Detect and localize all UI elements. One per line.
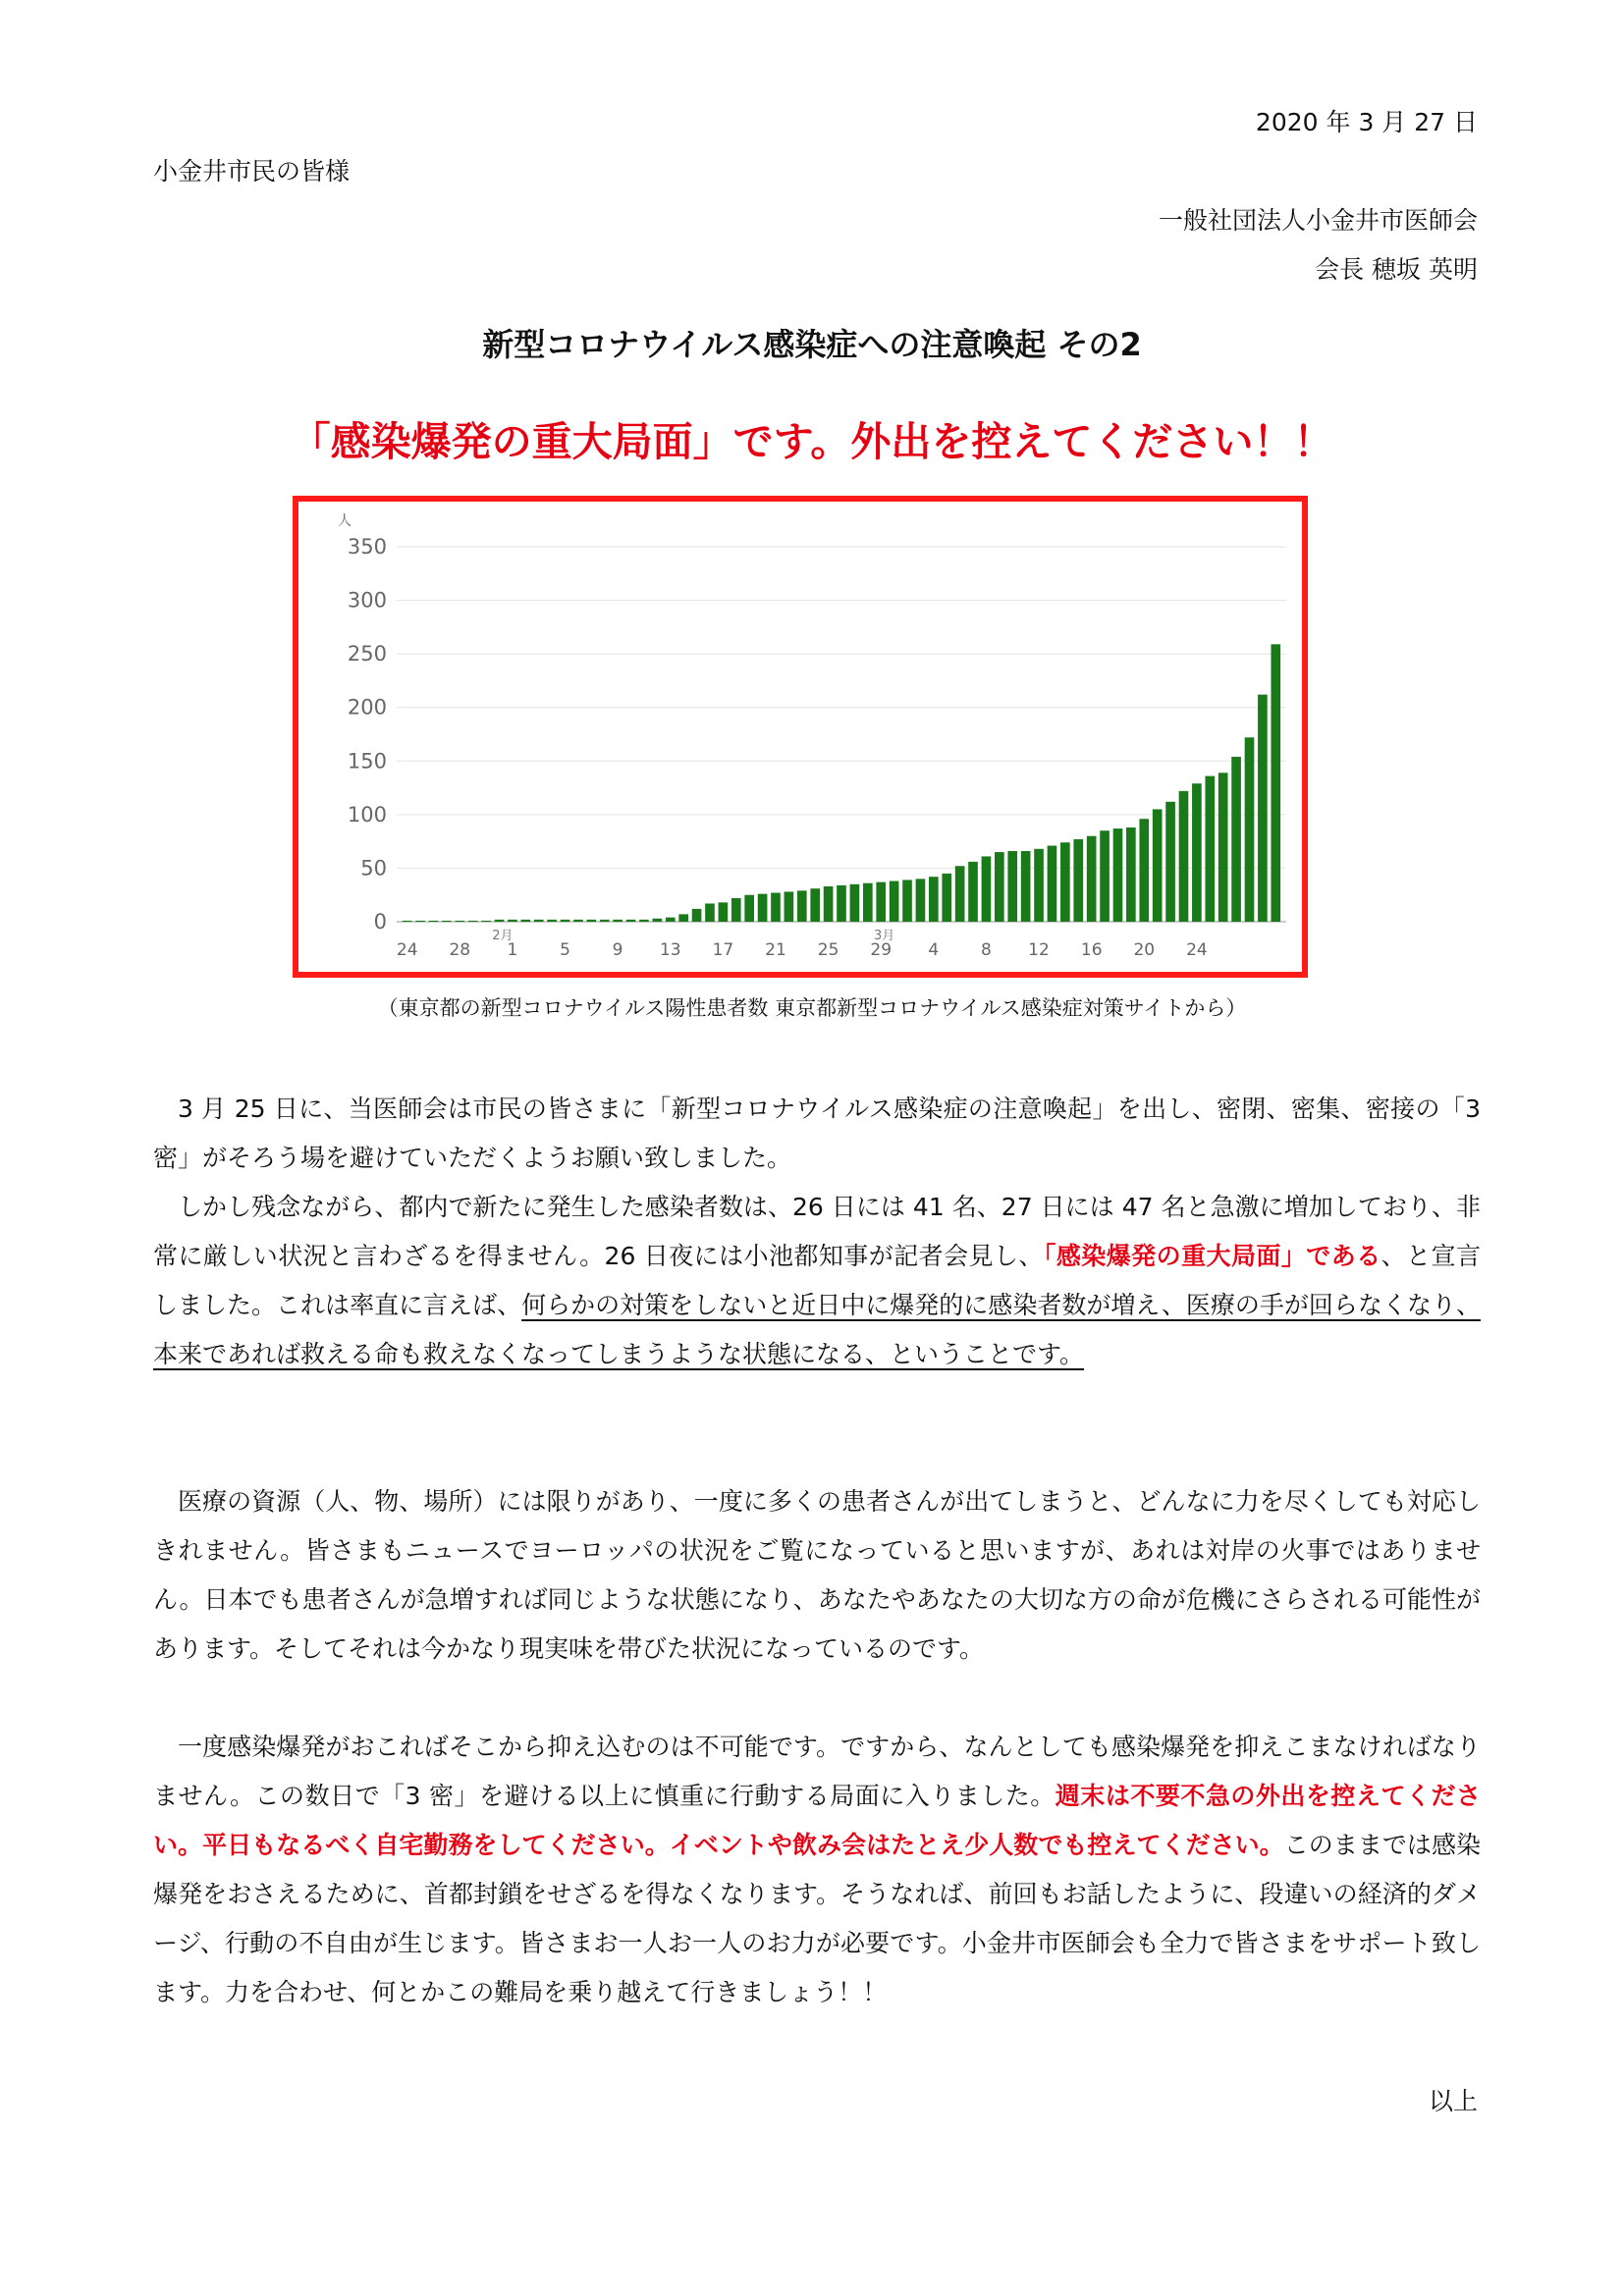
bar xyxy=(468,921,478,922)
bar xyxy=(1021,851,1031,922)
y-tick-label: 200 xyxy=(347,695,387,720)
y-tick-label: 300 xyxy=(347,588,387,613)
bar xyxy=(1087,836,1097,922)
bar xyxy=(876,882,886,922)
x-tick-label: 16 xyxy=(1080,940,1103,960)
bar xyxy=(1153,809,1163,922)
document-date: 2020 年 3 月 27 日 xyxy=(1255,108,1478,136)
emphasis-red-phrase: 「感染爆発の重大局面」である xyxy=(1043,1242,1381,1270)
month-label: 3月 xyxy=(873,929,895,943)
y-tick-label: 150 xyxy=(347,749,387,774)
paragraph-2 xyxy=(153,1477,1481,1674)
document-title: 新型コロナウイルス感染症への注意喚起 その2 xyxy=(482,326,1142,363)
bar xyxy=(731,898,741,922)
x-tick-label: 25 xyxy=(817,940,839,960)
bar xyxy=(850,884,860,922)
x-tick-label: 8 xyxy=(980,940,992,960)
bar xyxy=(653,919,663,922)
bar xyxy=(587,920,597,922)
headline-warning: 「感染爆発の重大局面」です。外出を控えてください！！ xyxy=(290,418,1334,465)
y-tick-label: 250 xyxy=(347,642,387,667)
bar xyxy=(1165,802,1175,922)
bar xyxy=(705,903,715,922)
bar xyxy=(785,891,794,922)
bar xyxy=(744,895,754,922)
bar xyxy=(995,852,1004,922)
bar xyxy=(1113,828,1123,922)
bar xyxy=(1034,849,1044,922)
bar xyxy=(824,886,834,922)
x-tick-label: 20 xyxy=(1133,940,1156,960)
paragraph-1b-text-2: 、と宣言しました。これは率直に言えば、 xyxy=(153,1242,1481,1319)
bar xyxy=(1218,773,1228,922)
bar xyxy=(863,883,873,922)
x-tick-label: 29 xyxy=(870,940,893,960)
bar xyxy=(521,920,531,922)
bar xyxy=(1192,783,1202,922)
paragraph-1a xyxy=(153,1085,1481,1183)
x-tick-label: 28 xyxy=(449,940,471,960)
bar xyxy=(719,902,729,922)
bar xyxy=(561,920,570,922)
x-tick-label: 13 xyxy=(659,940,681,960)
bar xyxy=(758,894,768,922)
bar xyxy=(1271,644,1280,922)
emphasis-red-request: 週末は不要不急の外出を控えてください。平日もなるべく自宅勤務をしてください。イベントや飲み会はたとえ少人数でも控えてください。 xyxy=(153,1782,1481,1859)
paragraph-3-body xyxy=(153,1723,1481,2017)
bar xyxy=(573,920,583,922)
x-tick-label: 4 xyxy=(928,940,940,960)
bar xyxy=(639,920,649,922)
bar xyxy=(600,920,610,922)
bar xyxy=(481,921,491,922)
x-tick-label: 5 xyxy=(560,940,570,960)
bar xyxy=(1179,791,1189,922)
cases-bar-chart xyxy=(298,502,1302,972)
paragraph-1b xyxy=(153,1183,1481,1379)
y-tick-label: 100 xyxy=(347,802,387,827)
x-tick-label: 24 xyxy=(1186,940,1208,960)
bar xyxy=(1100,830,1110,922)
bar xyxy=(626,920,636,922)
bar xyxy=(929,877,939,922)
bar xyxy=(455,921,464,922)
bar xyxy=(429,921,439,922)
bar xyxy=(942,874,951,922)
bar xyxy=(902,880,912,922)
chart-caption: （東京都の新型コロナウイルス陽性患者数 東京都新型コロナウイルス感染症対策サイトから） xyxy=(377,996,1247,1020)
bar xyxy=(508,920,517,922)
bar xyxy=(534,920,544,922)
chart-frame xyxy=(293,496,1308,978)
x-tick-label: 17 xyxy=(712,940,734,960)
x-tick-label: 9 xyxy=(612,940,623,960)
bar xyxy=(1073,839,1083,922)
bar xyxy=(1258,695,1268,922)
paragraph-1a-text: 3 月 25 日に、当医師会は市民の皆さまに「新型コロナウイルス感染症の注意喚起」を出し、密閉、密集、密接の「3 密」がそろう場を避けていただくようお願い致しました。 xyxy=(153,1095,1481,1172)
bar xyxy=(1007,851,1017,922)
paragraph-1 xyxy=(153,1085,1481,1379)
bar xyxy=(1245,737,1255,922)
paragraph-3-text: 一度感染爆発がおこればそこから抑え込むのは不可能です。ですから、なんとしても感染爆発を抑えこまなければなりません。この数日で「3 密」を避ける以上に慎重に行動する局面に入りました。 xyxy=(153,1733,1481,1810)
bar xyxy=(692,909,702,922)
y-tick-label: 50 xyxy=(360,856,387,881)
bar xyxy=(1060,842,1070,922)
x-tick-label: 12 xyxy=(1028,940,1050,960)
x-tick-label: 1 xyxy=(507,940,518,960)
bar xyxy=(916,879,926,922)
bar xyxy=(797,890,807,922)
bar xyxy=(982,856,992,922)
bar xyxy=(547,920,557,922)
month-label: 2月 xyxy=(492,929,514,943)
addressee: 小金井市民の皆様 xyxy=(153,157,351,186)
closing-mark: 以上 xyxy=(1428,2087,1478,2115)
bar xyxy=(442,921,452,922)
x-tick-label: 21 xyxy=(765,940,786,960)
bar xyxy=(678,914,688,922)
bar xyxy=(771,893,781,922)
bar xyxy=(495,920,505,922)
bar xyxy=(1139,819,1149,922)
paragraph-3-text-2: このままでは感染爆発をおさえるために、首都封鎖をせざるを得なくなります。そうなれば、前回もお話したように、段違いの経済的ダメージ、行動の不自由が生じます。皆さまお一人お一人のお力が必要です。小金井市医師会も全力で皆さまをサポート致します。力を合わせ、何とかこの難局を乗り越えて行きましょう！！ xyxy=(153,1831,1481,2006)
bar xyxy=(968,862,978,922)
bar xyxy=(1205,776,1215,922)
bar xyxy=(613,920,623,922)
bar xyxy=(810,888,820,922)
y-unit-label: 人 xyxy=(338,513,352,529)
bar xyxy=(1048,846,1057,922)
paragraph-1b-text: しかし残念ながら、都内で新たに発生した感染者数は、26 日には 41 名、27 日には 47 名と急激に増加しており、非常に厳しい状況と言わざるを得ません。26 日夜には小池都知事が記者会見し、 xyxy=(153,1193,1481,1270)
signer-name: 会長 穂坂 英明 xyxy=(1315,255,1478,284)
underlined-statement: 何らかの対策をしないと近日中に爆発的に感染者数が増え、医療の手が回らなくなり、本来であれば救える命も救えなくなってしまうような状態になる、ということです。 xyxy=(153,1291,1481,1368)
bar xyxy=(415,921,425,922)
bar xyxy=(890,881,899,922)
organization-name: 一般社団法人小金井市医師会 xyxy=(1158,206,1478,235)
y-tick-label: 0 xyxy=(373,910,387,934)
paragraph-3 xyxy=(153,1723,1481,2017)
bar xyxy=(403,921,412,922)
bar xyxy=(666,918,676,922)
bar xyxy=(1126,828,1136,922)
paragraph-2-text: 医療の資源（人、物、場所）には限りがあり、一度に多くの患者さんが出てしまうと、どんなに力を尽くしても対応しきれません。皆さまもニュースでヨーロッパの状況をご覧になっていると思いますが、あれは対岸の火事ではありません。日本でも患者さんが急増すれば同じような状態になり、あなたやあなたの大切な方の命が危機にさらされる可能性があります。そしてそれは今かなり現実味を帯びた状況になっているのです。 xyxy=(153,1487,1481,1663)
bar xyxy=(1231,757,1241,922)
y-tick-label: 350 xyxy=(347,535,387,559)
bar xyxy=(955,866,965,922)
bar xyxy=(837,885,846,922)
x-tick-label: 24 xyxy=(396,940,418,960)
